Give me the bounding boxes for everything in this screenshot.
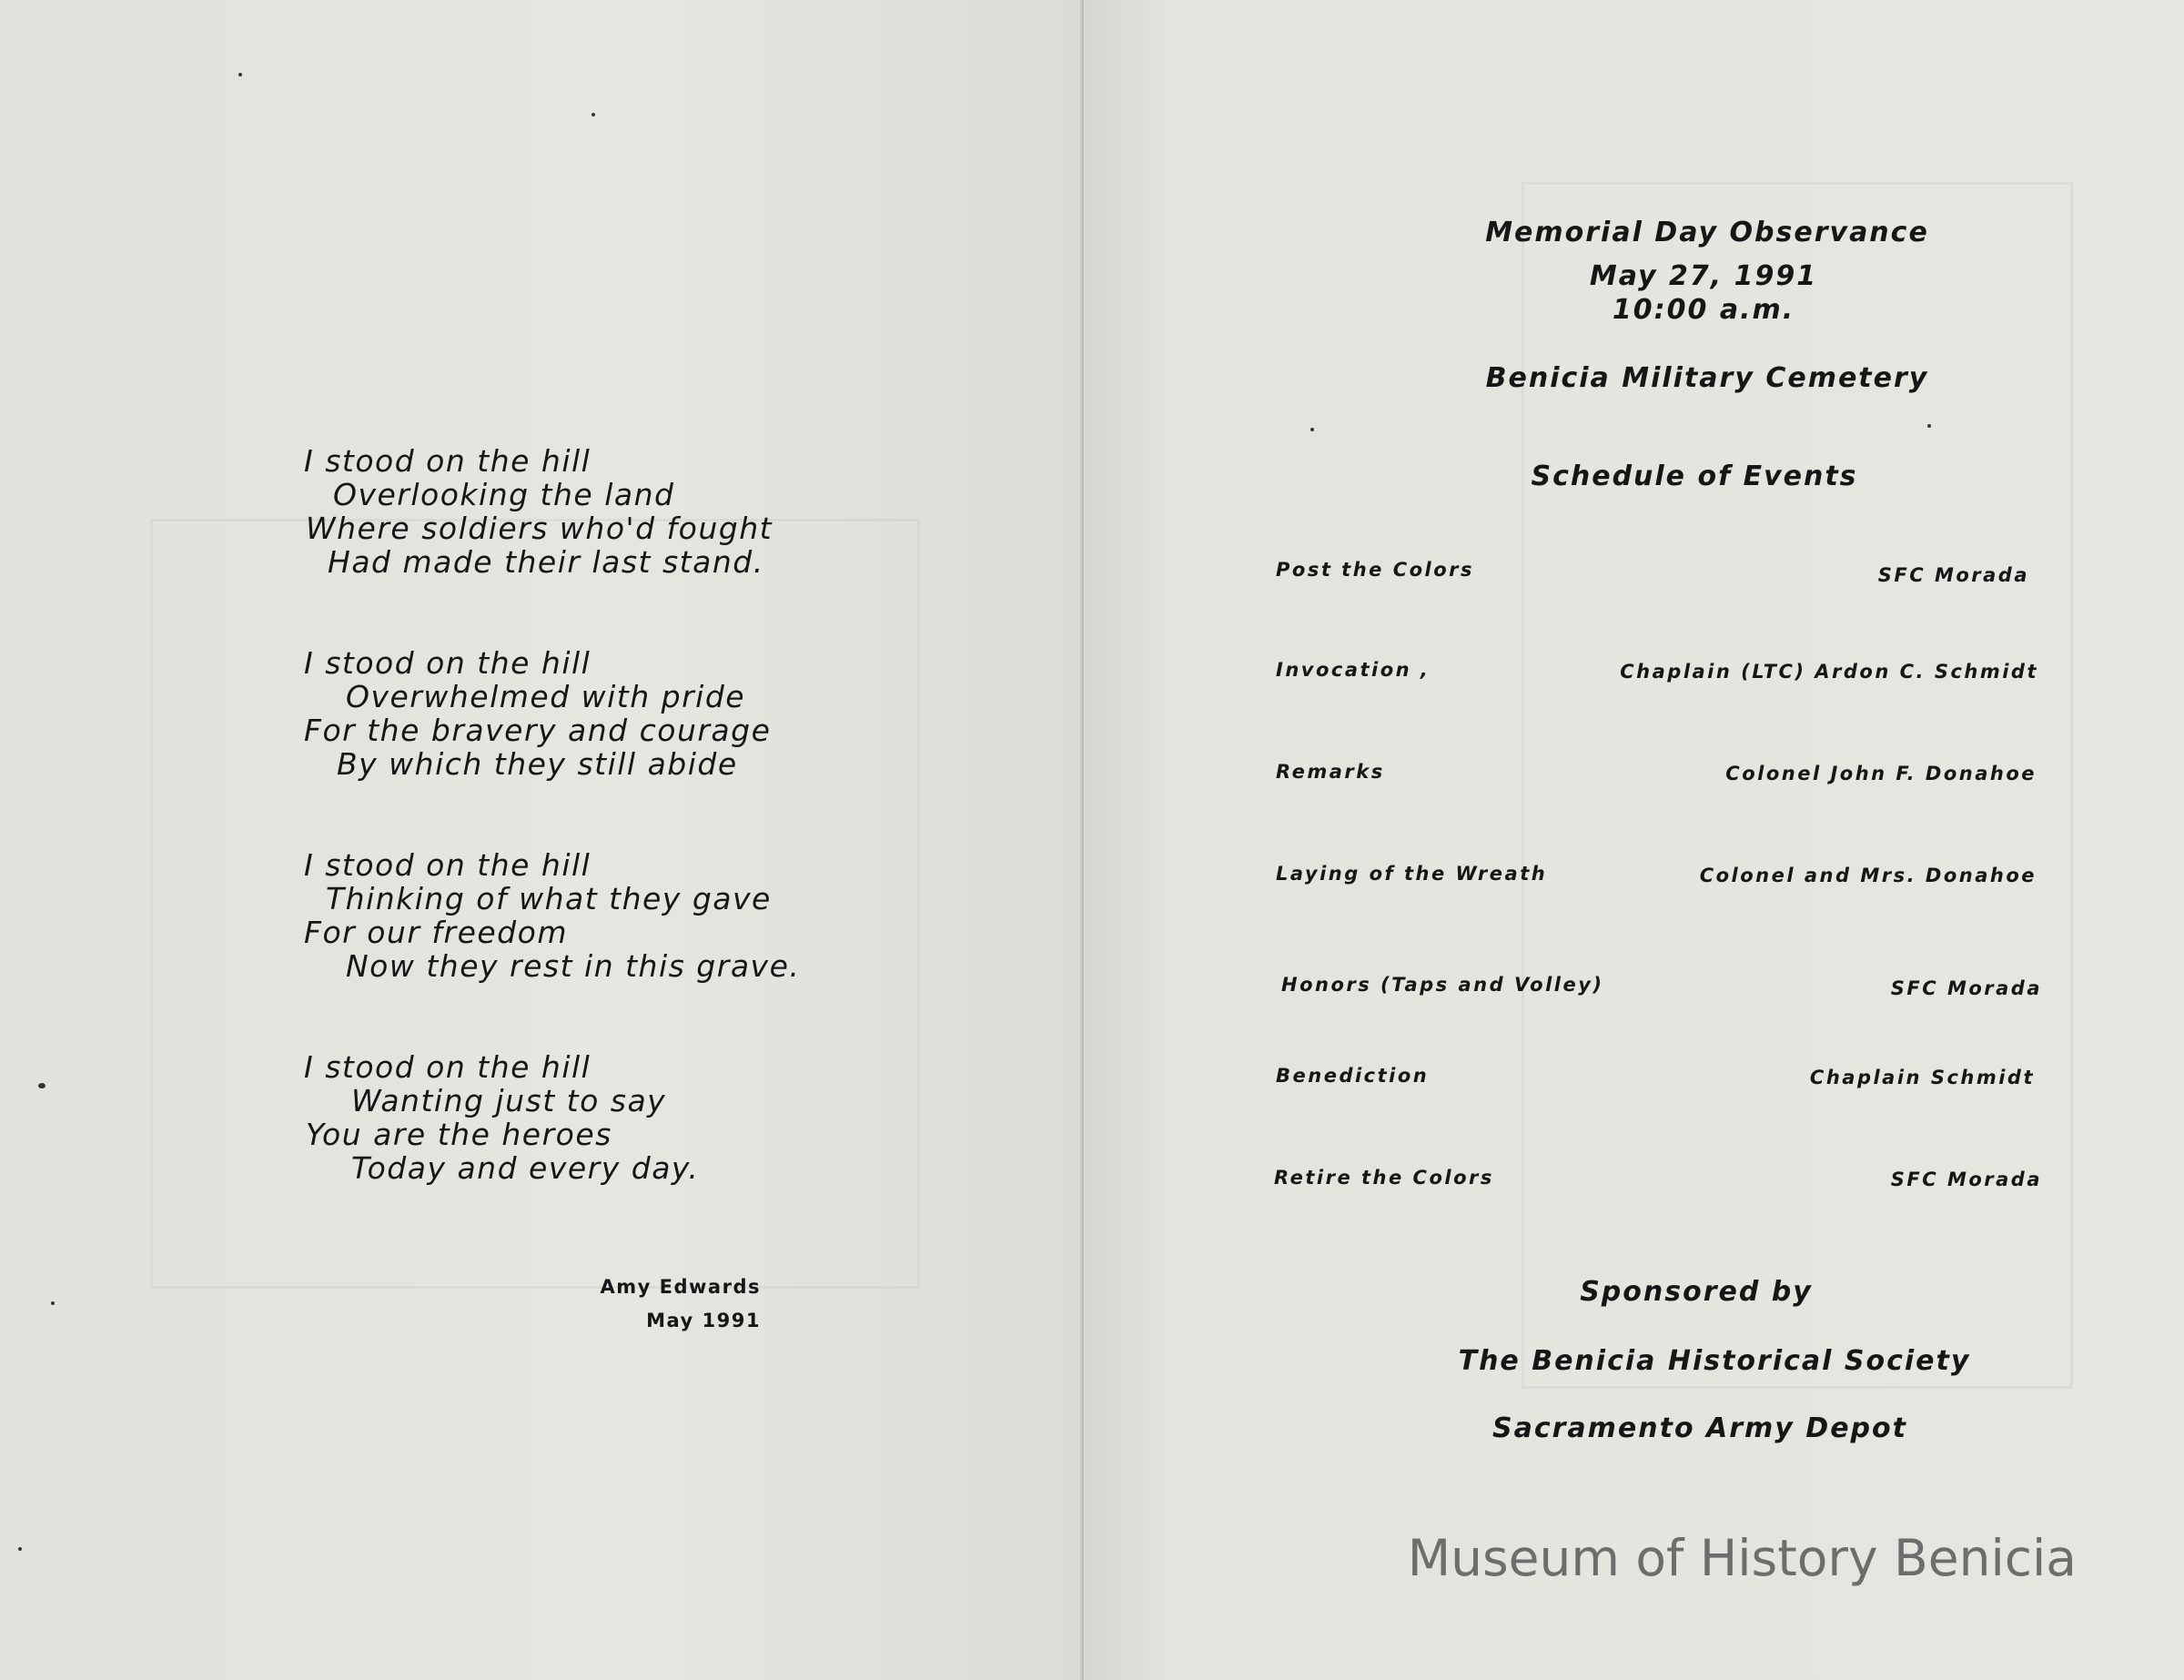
sponsor-historical-society: The Benicia Historical Society (1458, 1345, 1971, 1377)
program-title: Memorial Day Observance (1485, 217, 1929, 248)
program-location: Benicia Military Cemetery (1485, 362, 1929, 394)
poem-stanza-3 (304, 848, 800, 983)
event-name: Retire the Colors (1274, 1167, 1494, 1189)
sponsored-by: Sponsored by (1580, 1276, 1813, 1308)
paper-speck (1927, 424, 1931, 428)
poem-line: Thinking of what they gave (326, 881, 772, 916)
poem-line: I stood on the hill (304, 443, 592, 479)
museum-watermark: Museum of History Benicia (1407, 1529, 2077, 1587)
left-page (0, 0, 1083, 1680)
poem-line: For the bravery and courage (304, 713, 772, 748)
event-person: Colonel John F. Donahoe (1725, 763, 2037, 784)
event-person: SFC Morada (1890, 977, 2042, 999)
event-name: Remarks (1276, 761, 1385, 783)
poem-line: For our freedom (304, 915, 568, 950)
poem-line: Where soldiers who'd fought (306, 511, 774, 546)
poem-line: Today and every day. (351, 1150, 700, 1186)
poem-date: May 1991 (646, 1310, 761, 1331)
event-name: Honors (Taps and Volley) (1281, 974, 1604, 996)
poem-line: I stood on the hill (304, 1049, 592, 1085)
sponsor-army-depot: Sacramento Army Depot (1492, 1412, 1907, 1444)
event-person: SFC Morada (1877, 564, 2029, 586)
program-time: 10:00 a.m. (1612, 294, 1795, 326)
event-person: Colonel and Mrs. Donahoe (1699, 865, 2037, 886)
paper-speck (51, 1301, 55, 1305)
poem-line: Overwhelmed with pride (346, 679, 746, 714)
schedule-heading: Schedule of Events (1531, 460, 1858, 492)
poem-line: Now they rest in this grave. (346, 948, 801, 984)
poem-author: Amy Edwards (600, 1276, 761, 1298)
event-person: SFC Morada (1890, 1169, 2042, 1190)
poem-line: Had made their last stand. (328, 544, 764, 580)
poem-stanza-4 (304, 1050, 699, 1185)
event-name: Post the Colors (1276, 559, 1475, 581)
poem-line: By which they still abide (337, 746, 738, 782)
poem-stanza-1 (304, 444, 773, 579)
poem-line: I stood on the hill (304, 645, 592, 681)
event-person: Chaplain (LTC) Ardon C. Schmidt (1620, 661, 2038, 683)
poem-line: Overlooking the land (333, 477, 675, 512)
poem-stanza-2 (304, 646, 771, 781)
paper-speck (38, 1083, 46, 1088)
event-name: Invocation , (1276, 659, 1431, 681)
event-name: Benediction (1276, 1065, 1430, 1087)
program-date: May 27, 1991 (1589, 260, 1818, 292)
paper-speck (1310, 428, 1314, 431)
paper-speck (238, 73, 242, 76)
poem-line: You are the heroes (306, 1117, 612, 1152)
poem-line: Wanting just to say (351, 1083, 667, 1118)
poem-line: I stood on the hill (304, 847, 592, 883)
paper-speck (592, 113, 595, 116)
event-person: Chaplain Schmidt (1809, 1067, 2035, 1088)
paper-speck (18, 1547, 22, 1551)
event-name: Laying of the Wreath (1276, 863, 1548, 885)
